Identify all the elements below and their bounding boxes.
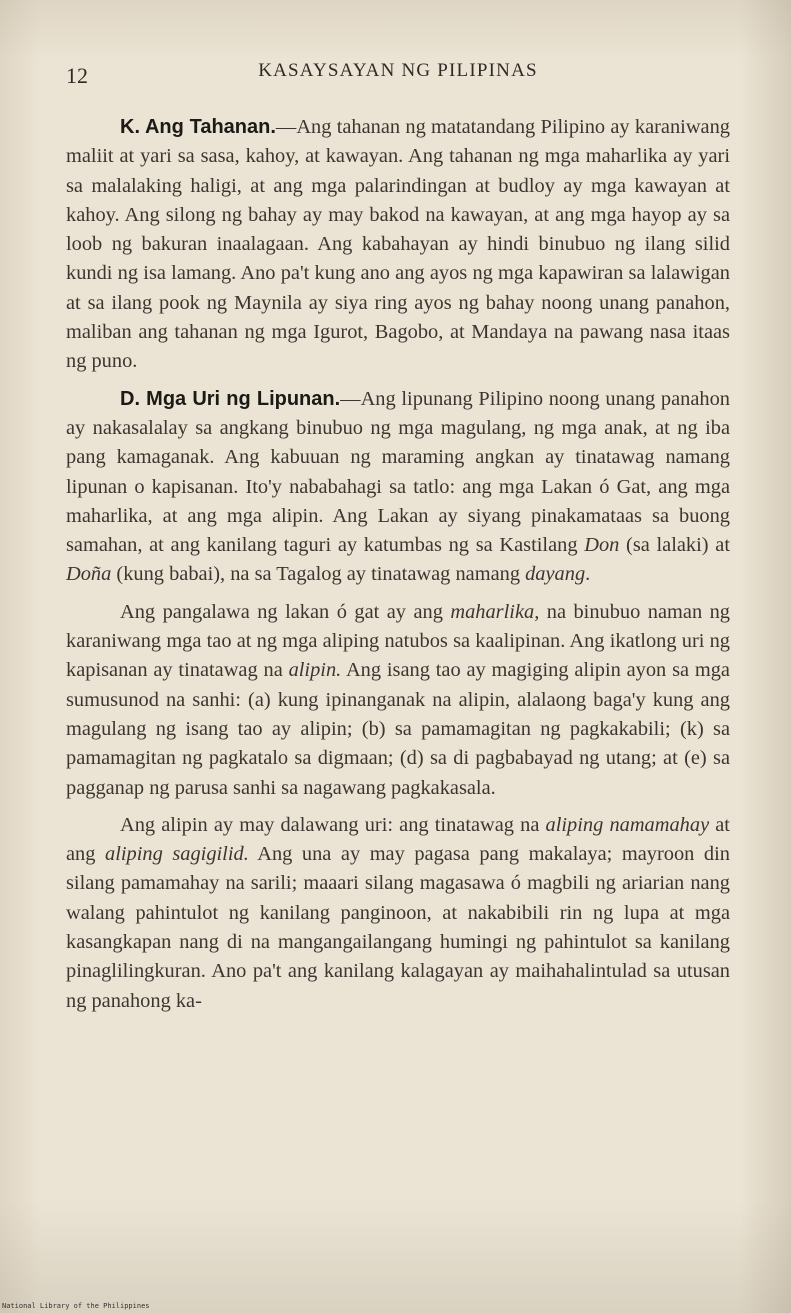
term-aliping-namamahay: aliping namamahay bbox=[545, 813, 710, 836]
alipin-paragraph bbox=[66, 811, 730, 1016]
page-number: 12 bbox=[66, 63, 88, 88]
page-body bbox=[66, 113, 730, 1016]
term-don: Don bbox=[584, 534, 620, 557]
maharlika-text-1: Ang pangalawa ng lakan ó gat ay ang bbox=[120, 600, 451, 623]
section-lipunan-text-2: (sa lalaki) at bbox=[619, 534, 730, 557]
running-title: KASAYSAYAN NG PILIPINAS bbox=[258, 60, 538, 81]
library-credit: National Library of the Philippines bbox=[2, 1302, 150, 1310]
term-aliping-sagigilid: aliping sagigilid. bbox=[105, 843, 249, 866]
alipin-text-1: Ang alipin ay may dalawang uri: ang tinatawag na bbox=[120, 813, 546, 836]
section-lipunan-text-3: (kung babai), na sa Tagalog ay tinatawag namang bbox=[111, 563, 526, 586]
term-alipin: alipin. bbox=[288, 659, 342, 682]
section-lipunan-paragraph bbox=[66, 385, 730, 590]
section-lipunan-text-1: —Ang lipunang Pilipino noong unang panahon ay nakasalalay sa angkang binubuo ng mga magulang, ng mga anak, at ng iba pang kamaganak. Ang kabuuan ng maraming angkan ay tinatawag namang lipunan o kapisanan. Ito'y nababahagi sa tatlo: ang mga Lakan ó Gat, ang mga maharlika, at ang mga alipin. Ang Lakan ay siyang pinakamataas sa buong samahan, at ang kanilang taguri ay katumbas ng sa Kastilang bbox=[66, 387, 730, 557]
term-maharlika: maharlika, bbox=[450, 600, 540, 623]
maharlika-paragraph bbox=[66, 598, 730, 803]
alipin-text-3: Ang una ay may pagasa pang makalaya; mayroon din silang pamamahay na sarili; maaari silang magasawa ó magbili ng ariarian nang walang pahintulot ng kanilang panginoon, at nakabibili rin ng lupa at mga kasangkapan nang di na mangangailangang humingi ng pahintulot sa kanilang pinaglilingkuran. Ano pa't ang kanilang kalagayan ay maihahalintulad sa utusan ng panahong ka- bbox=[66, 843, 730, 1012]
alipin-text-2: at ang bbox=[66, 813, 730, 866]
section-tahanan-text: —Ang tahanan ng matatandang Pilipino ay karaniwang maliit at yari sa sasa, kahoy, at kawayan. Ang tahanan ng mga maharlika ay yari sa malalaking haligi, at ang mga palarindingan at budloy ay mga kawayan at kahoy. Ang silong ng bahay ay may bakod na kawayan, at ang mga hayop ay sa loob ng bakuran inaalagaan. Ang kabahayan ay hindi binubuo ng ilang silid kundi ng isa lamang. Ano pa't kung ano ang ayos ng mga kapawiran sa lalawigan at sa ilang pook ng Maynila ay siya ring ayos ng bahay noong unang panahon, maliban ang tahanan ng mga Igurot, Bagobo, at Mandaya na pawang nasa itaas ng puno. bbox=[66, 116, 730, 373]
section-tahanan-paragraph bbox=[66, 113, 730, 377]
term-dona: Doña bbox=[66, 563, 112, 586]
term-dayang: dayang bbox=[525, 563, 586, 586]
section-heading-tahanan: K. Ang Tahanan. bbox=[120, 116, 276, 138]
section-heading-lipunan: D. Mga Uri ng Lipunan. bbox=[120, 387, 341, 410]
maharlika-text-3: Ang isang tao ay magiging alipin ayon sa mga sumusunod na sanhi: (a) kung ipinanganak na alipin, alalaong baga'y kung ang magulang ng isang tao ay alipin; (b) sa pamamagitan ng pagkakabili; (k) sa pamamagitan ng pagkatalo sa digmaan; (d) sa di pagbabayad ng utang; at (e) sa pagganap ng parusa sanhi sa nagawang pagkakasala. bbox=[66, 659, 730, 799]
maharlika-text-2: na binubuo naman ng karaniwang mga tao at ng mga aliping natubos sa kaalipinan. Ang ikatlong uri ng kapisanan ay tinatawag na bbox=[66, 600, 730, 682]
section-lipunan-text-4: . bbox=[585, 563, 591, 586]
page-header bbox=[66, 60, 730, 90]
